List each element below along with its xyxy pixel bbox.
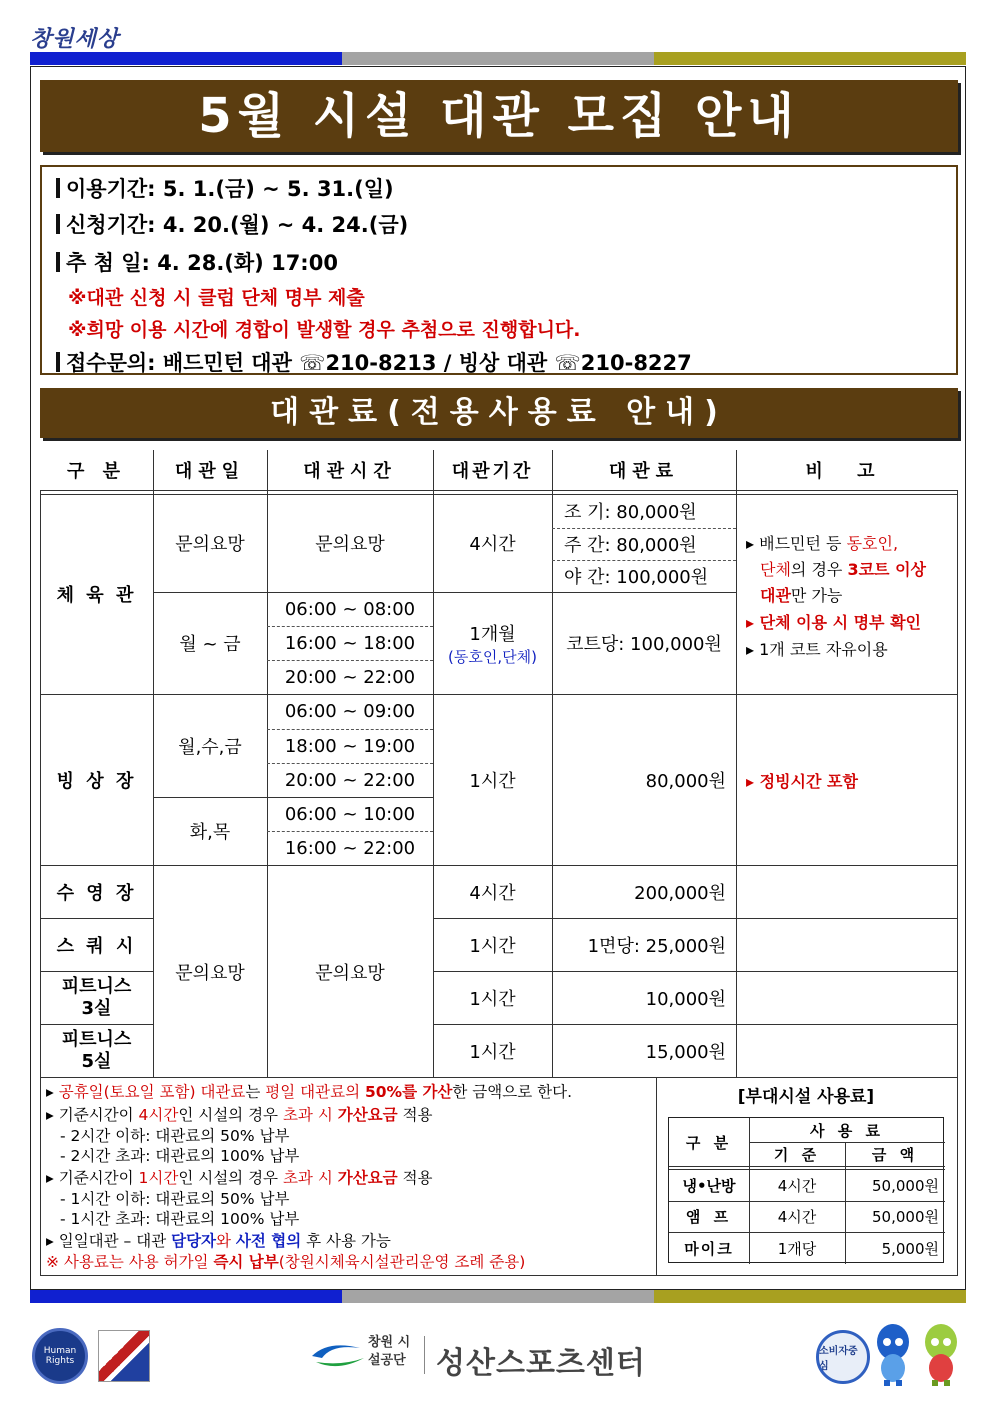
gym-remark-1c: 대관만 가능 [760,586,843,605]
ice-time-slot: 18:00 ~ 19:00 [284,735,416,757]
gym-remark-2: ▸ 단체 이용 시 명부 확인 [746,613,921,632]
contact: 접수문의: 배드민턴 대관 ☏210-8213 / 빙상 대관 ☏210-8227 [56,347,692,377]
fitness3-label: 피트니스 3실 [61,975,132,1019]
ice-label: 빙 상 장 [56,770,137,792]
gym-period-month: 1개월 (동호인,단체) [448,623,537,666]
ice-day-tt: 화,목 [189,822,231,843]
brand-logo: 창원세상 [30,27,120,52]
bottom-color-bar [30,1290,966,1303]
gym-period-4h: 4시간 [469,534,516,555]
note-daily: ▸ 일일대관 – 대관 담당자와 사전 협의 후 사용 가능 [46,1232,391,1250]
aux-title: [부대시설 사용료] [737,1087,875,1107]
ccm-logo: 소비자중심 [816,1330,870,1384]
header-remark: 비 고 [736,450,958,490]
gym-fee-early: 조 기: 80,000원 [564,502,697,523]
center-name: 성산스포츠센터 [436,1346,646,1381]
header-day: 대관일 [153,450,267,490]
aux-fee-table [668,1117,944,1263]
fitness5-period: 1시간 [469,1042,516,1063]
certification-logo [98,1330,150,1382]
gym-time-slot: 16:00 ~ 18:00 [284,632,416,654]
top-color-bar [30,52,966,65]
note-1h-sub: - 1시간 초과: 대관료의 100% 납부 [60,1210,300,1228]
mascot-blue-icon [872,1322,914,1386]
swoosh-icon [308,1338,368,1374]
ice-time-slot: 20:00 ~ 22:00 [284,769,416,791]
aux-amount: 50,000원 [872,1177,939,1195]
gym-fee-night: 야 간: 100,000원 [564,567,709,588]
notice-roster: ※대관 신청 시 클럽 단체 명부 제출 [68,287,365,309]
note-4h-sub: - 2시간 초과: 대관료의 100% 납부 [60,1147,300,1165]
apply-period: 신청기간: 4. 20.(월) ~ 4. 24.(금) [56,209,408,239]
header-period: 대관기간 [433,450,552,490]
note-holiday: ▸ 공휴일(토요일 포함) 대관료는 평일 대관료의 50%를 가산한 금액으로 한다. [46,1083,572,1101]
header-fee: 대관료 [552,450,736,490]
ice-time-slot: 16:00 ~ 22:00 [284,837,416,859]
aux-amount: 50,000원 [872,1208,939,1226]
note-4h-sub: - 2시간 이하: 대관료의 50% 납부 [60,1127,290,1145]
fee-section-title: 대관료(전용사용료 안내) [40,388,958,438]
ice-period: 1시간 [469,770,516,792]
pool-period: 4시간 [469,882,516,904]
aux-amount: 5,000원 [881,1239,939,1258]
draw-date: 추 첨 일: 4. 28.(화) 17:00 [56,247,338,277]
squash-fee: 1면당: 25,000원 [587,935,726,957]
aux-basis: 4시간 [777,1177,817,1195]
fee-table [40,450,958,1078]
gym-remark-1b: 단체의 경우 3코트 이상 [760,560,926,579]
aux-basis: 1개당 [777,1239,817,1258]
squash-label: 스 쿼 시 [56,935,137,957]
aux-item: 냉•난방 [682,1177,736,1195]
notice-lottery: ※희망 이용 시간에 경합이 발생할 경우 추첨으로 진행합니다. [68,319,581,341]
gym-fee-court: 코트당: 100,000원 [566,634,722,655]
note-1h: ▸ 기준시간이 1시간인 시설의 경우 초과 시 가산요금 적용 [46,1169,433,1187]
fitness5-fee: 15,000원 [645,1042,726,1063]
note-4h: ▸ 기준시간이 4시간인 시설의 경우 초과 시 가산요금 적용 [46,1106,433,1124]
fitness3-period: 1시간 [469,988,516,1010]
gym-time-slot: 06:00 ~ 08:00 [284,598,416,620]
aux-header-fee: 사 용 료 [810,1121,884,1140]
header-time: 대관시간 [267,450,433,490]
pool-label: 수 영 장 [56,882,137,904]
squash-period: 1시간 [469,935,516,957]
page-title: 5월 시설 대관 모집 안내 [40,80,958,152]
ice-time-slot: 06:00 ~ 10:00 [284,803,416,825]
ice-remark: ▸ 정빙시간 포함 [746,772,858,791]
gym-time-slot: 20:00 ~ 22:00 [284,666,416,688]
gym-remark-1: ▸ 배드민턴 등 동호인, [746,534,899,553]
gym-day-weekday: 월 ~ 금 [179,634,241,655]
aux-item: 마이크 [684,1239,734,1258]
gym-fee-day: 주 간: 80,000원 [564,535,697,556]
human-rights-logo: Human Rights [32,1328,88,1384]
aux-header-basis: 기 준 [773,1145,821,1164]
aux-basis: 4시간 [777,1208,817,1226]
org-name-small: 창원 시설공단 [368,1335,411,1368]
gym-time-inquiry: 문의요망 [315,534,385,555]
others-time: 문의요망 [315,962,385,984]
gym-label: 체 육 관 [56,585,137,606]
pool-fee: 200,000원 [634,882,726,904]
mascot-green-icon [918,1322,964,1386]
footer [0,1320,992,1390]
aux-item: 앰 프 [685,1208,733,1226]
header-category: 구 분 [40,450,153,490]
gym-remark-3: ▸ 1개 코트 자유이용 [746,640,888,659]
aux-header-category: 구 분 [685,1133,733,1152]
info-box [40,165,958,375]
fitness3-fee: 10,000원 [645,988,726,1010]
ice-time-slot: 06:00 ~ 09:00 [284,701,416,722]
ice-fee: 80,000원 [645,770,726,792]
gym-day-inquiry: 문의요망 [175,534,245,555]
aux-header-amount: 금 액 [871,1145,919,1164]
ice-day-mwf: 월,수,금 [178,736,242,758]
others-day: 문의요망 [175,962,245,984]
note-payment: ※ 사용료는 사용 허가일 즉시 납부(창원시체육시설관리운영 조례 준용) [46,1253,526,1271]
fitness5-label: 피트니스 5실 [61,1029,132,1072]
use-period: 이용기간: 5. 1.(금) ~ 5. 31.(일) [56,173,394,203]
note-1h-sub: - 1시간 이하: 대관료의 50% 납부 [60,1190,290,1208]
